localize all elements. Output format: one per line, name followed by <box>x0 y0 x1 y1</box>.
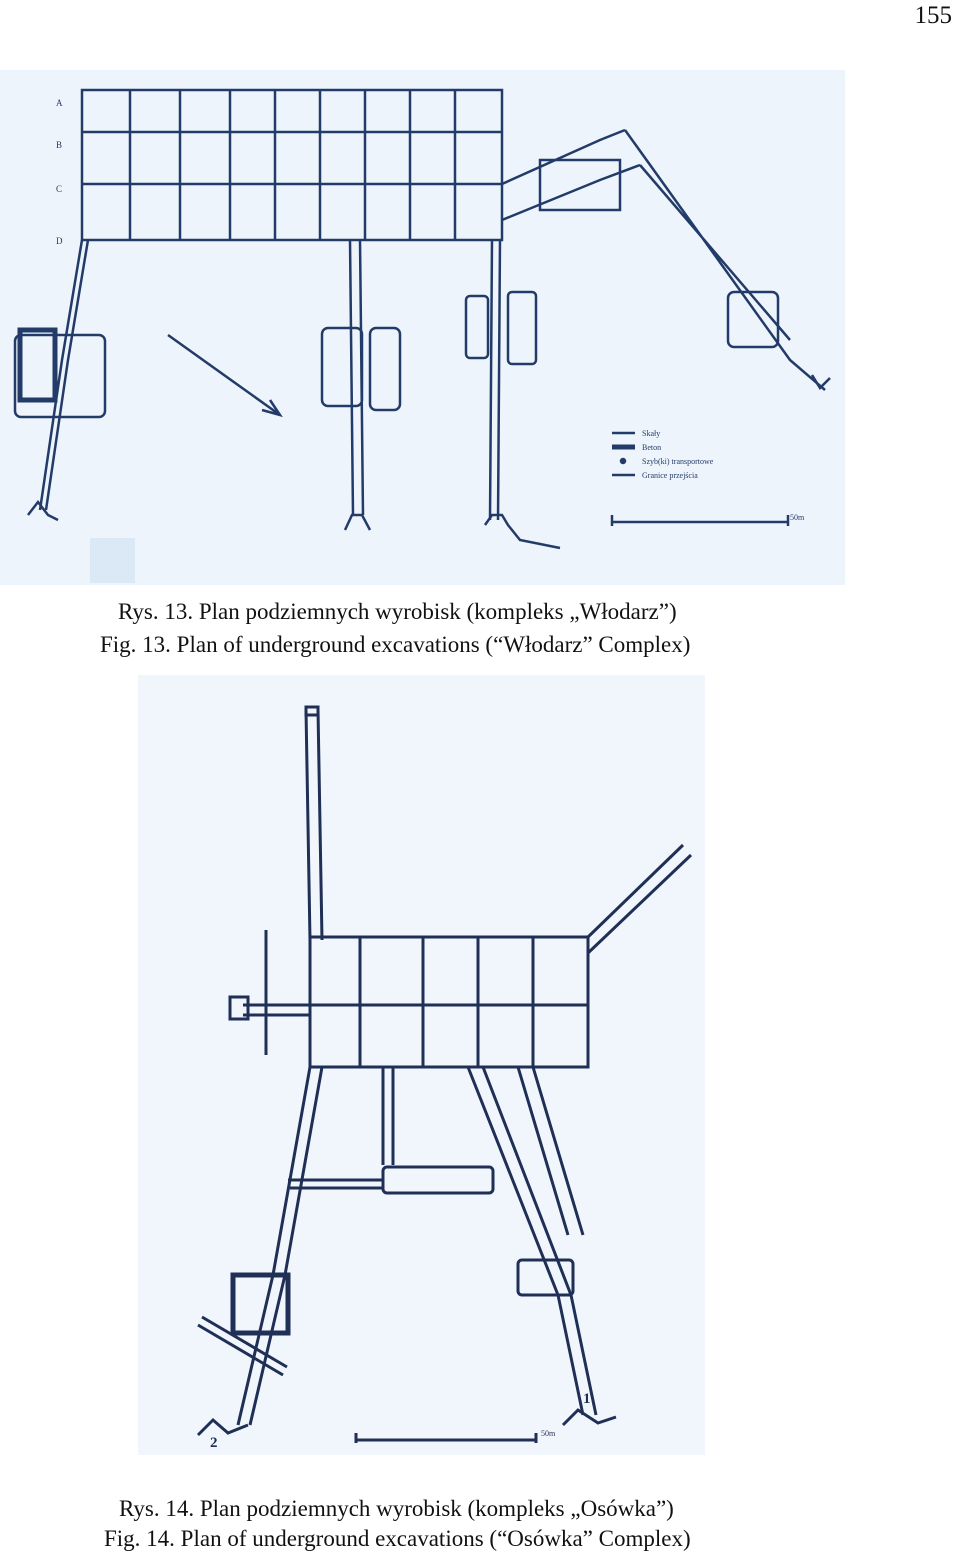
entrance-label-2: 2 <box>210 1435 218 1451</box>
figure-13-caption-en: Fig. 13. Plan of underground excavations (“Włodarz” Complex) <box>100 632 691 657</box>
row-label-d: D <box>56 236 63 246</box>
legend-item: Granice przejścia <box>642 471 698 480</box>
scale-label-fig13: 50m <box>790 513 805 522</box>
figure-13-caption-pl: Rys. 13. Plan podziemnych wyrobisk (kompleks „Włodarz”) <box>118 599 677 624</box>
row-label-c: C <box>56 184 63 194</box>
entrance-label-1: 1 <box>583 1391 591 1407</box>
figure-14-caption-en: Fig. 14. Plan of underground excavations (“Osówka” Complex) <box>104 1526 691 1551</box>
row-label-a: A <box>56 98 63 108</box>
scan-artifact <box>90 538 135 583</box>
legend-item: Szyb(ki) transportowe <box>642 457 714 466</box>
scale-label-fig14: 50m <box>541 1429 556 1438</box>
row-label-b: B <box>56 140 63 150</box>
figure-14-caption-pl: Rys. 14. Plan podziemnych wyrobisk (kompleks „Osówka”) <box>119 1496 674 1521</box>
legend-item: Beton <box>642 443 662 452</box>
figure-13-background <box>0 70 845 585</box>
page-number: 155 <box>914 2 952 29</box>
figure-13-wlodarz-plan <box>0 70 845 585</box>
legend-item: Skały <box>642 429 661 438</box>
figure-14-osowka-plan <box>138 675 705 1455</box>
